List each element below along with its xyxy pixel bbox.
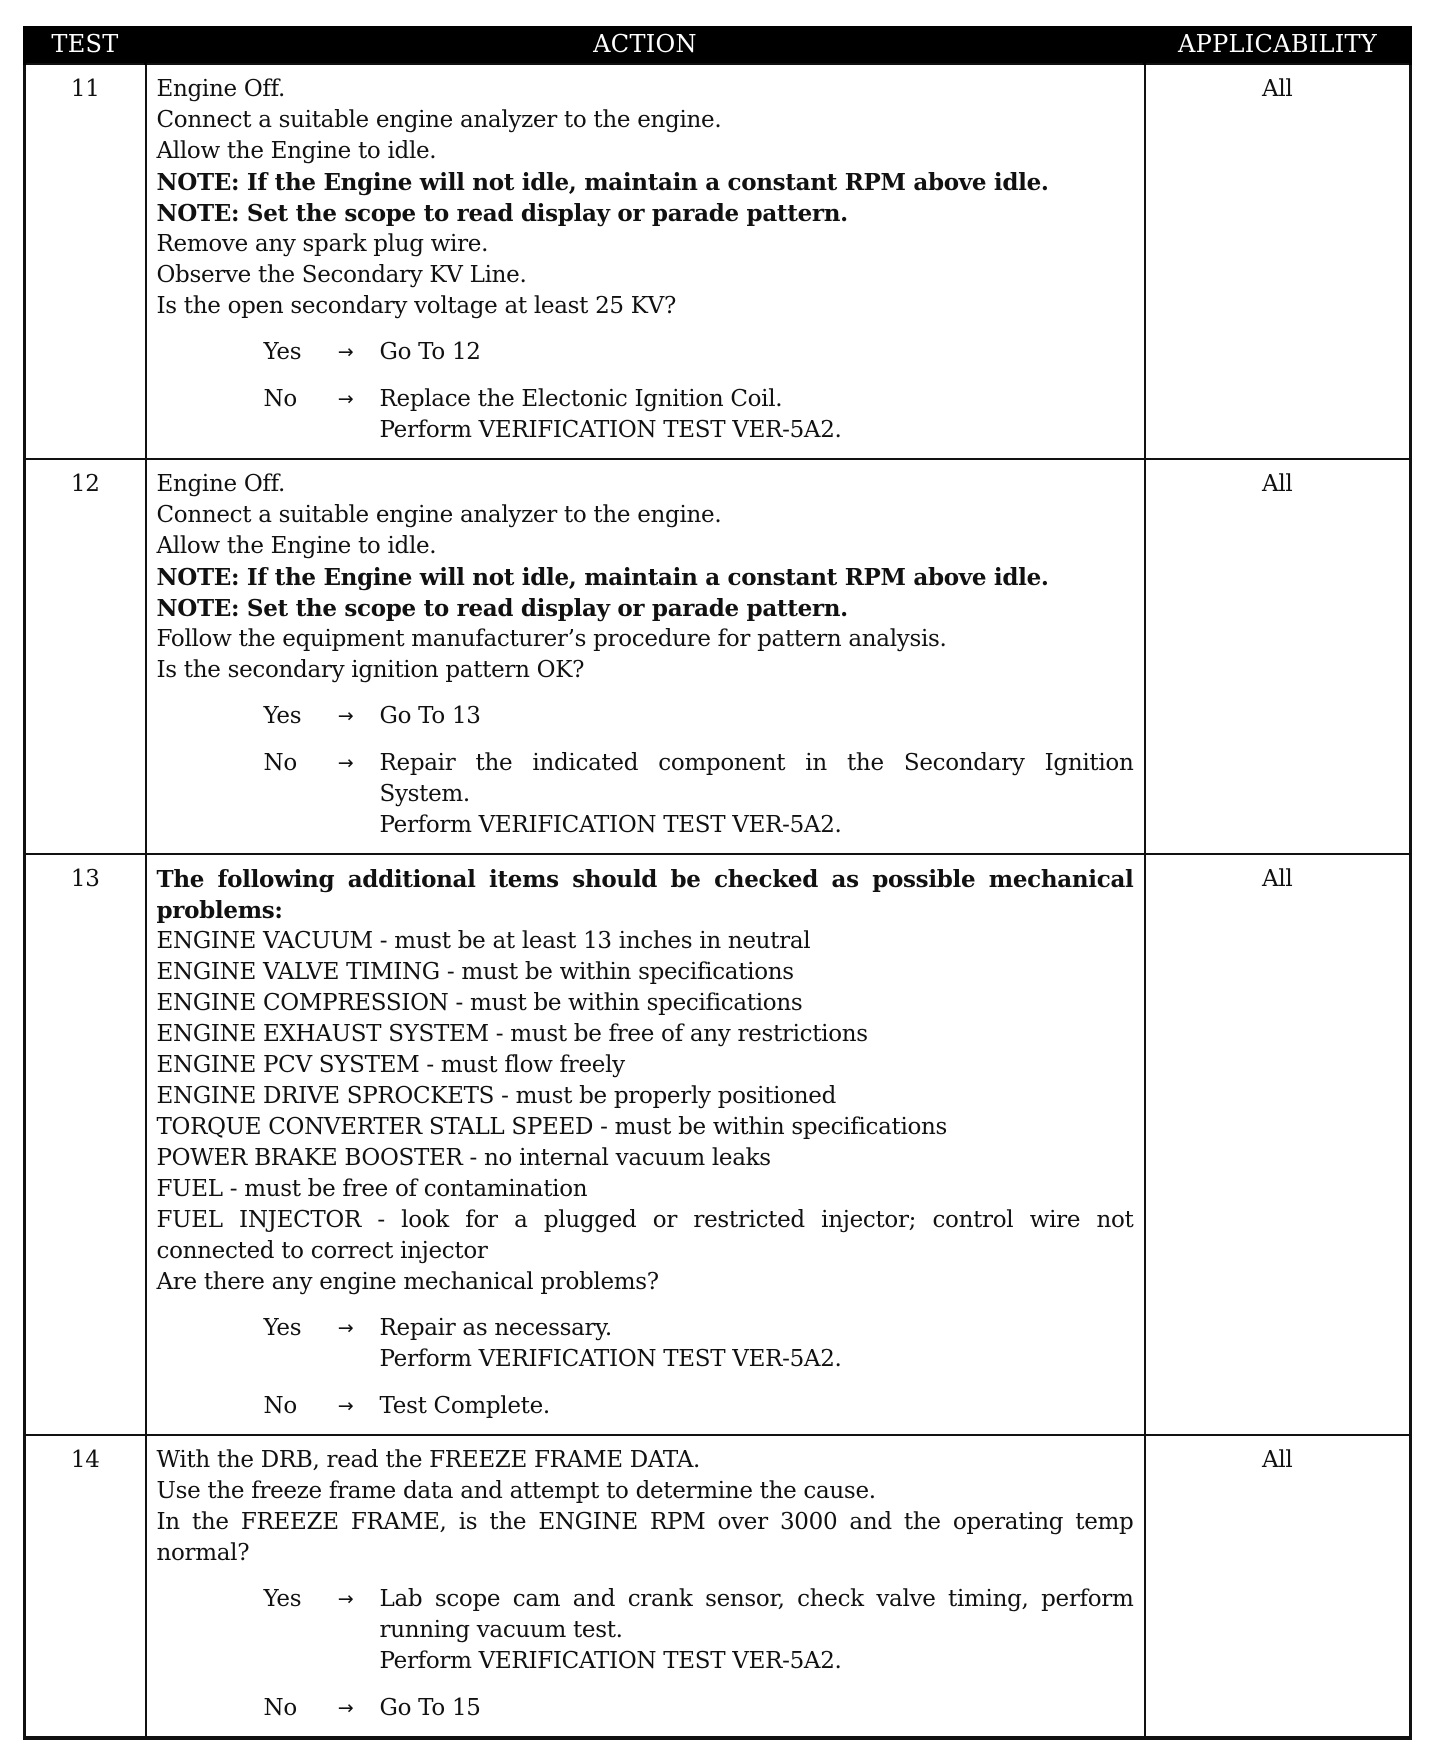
outcome-no [157, 1693, 1134, 1724]
table-row [25, 854, 1411, 1435]
action-line: ENGINE PCV SYSTEM - must flow freely [156, 1052, 625, 1078]
outcome-answer: Yes [263, 339, 302, 365]
action-line: Engine Off. [156, 471, 285, 497]
action-note: The following additional items should be checked as possible mechanical problems: [156, 866, 1134, 924]
header-applicability: APPLICABILITY [1145, 26, 1411, 64]
outcome-result-line: Go To 12 [379, 339, 481, 365]
action-line: Allow the Engine to idle. [156, 533, 437, 559]
right-arrow-icon: → [337, 705, 354, 727]
outcome-list [157, 1584, 1134, 1724]
outcome-result-line: Perform VERIFICATION TEST VER-5A2. [379, 417, 842, 443]
action-line: Connect a suitable engine analyzer to the engine. [156, 502, 722, 528]
outcome-answer: No [263, 386, 297, 412]
right-arrow-icon: → [337, 1697, 354, 1719]
test-number: 13 [25, 854, 146, 1435]
action-line: ENGINE VALVE TIMING - must be within specifications [156, 959, 794, 985]
outcome-result-line: Perform VERIFICATION TEST VER-5A2. [379, 1648, 842, 1674]
action-line: Connect a suitable engine analyzer to the engine. [156, 107, 722, 133]
test-number: 11 [25, 64, 146, 459]
right-arrow-icon: → [337, 1588, 354, 1610]
outcome-result-line: Go To 15 [379, 1695, 481, 1721]
outcome-yes [157, 337, 1134, 368]
action-line: FUEL - must be free of contamination [156, 1176, 588, 1202]
right-arrow-icon: → [337, 752, 354, 774]
outcome-answer: Yes [263, 1315, 302, 1341]
action-note: NOTE: Set the scope to read display or parade pattern. [156, 595, 848, 622]
outcome-answer: No [263, 1695, 297, 1721]
outcome-answer: Yes [263, 703, 302, 729]
outcome-yes [157, 1584, 1134, 1677]
applicability-value: All [1145, 64, 1411, 459]
outcome-result-line: Replace the Electonic Ignition Coil. [379, 386, 783, 412]
outcome-list [157, 337, 1134, 446]
action-line: TORQUE CONVERTER STALL SPEED - must be within specifications [156, 1114, 948, 1140]
outcome-result-line: Perform VERIFICATION TEST VER-5A2. [379, 1346, 842, 1372]
action-line: Use the freeze frame data and attempt to determine the cause. [156, 1478, 876, 1504]
action-line: ENGINE COMPRESSION - must be within specifications [156, 990, 803, 1016]
action-line: Follow the equipment manufacturer’s procedure for pattern analysis. [156, 626, 947, 652]
right-arrow-icon: → [337, 1395, 354, 1417]
test-number: 14 [25, 1435, 146, 1738]
outcome-answer: No [263, 1393, 297, 1419]
header-test: TEST [25, 26, 146, 64]
action-cell [146, 459, 1145, 854]
outcome-answer: No [263, 750, 297, 776]
outcome-result [380, 1313, 1134, 1375]
outcome-result [380, 701, 1134, 732]
action-line: Engine Off. [156, 76, 285, 102]
right-arrow-icon: → [337, 341, 354, 363]
outcome-result-line: Lab scope cam and crank sensor, check valve timing, perform running vacuum test. [379, 1586, 1134, 1643]
header-action: ACTION [146, 26, 1145, 64]
action-line: Remove any spark plug wire. [156, 231, 489, 257]
table-header-row [25, 26, 1411, 64]
outcome-result-line: Go To 13 [379, 703, 481, 729]
outcome-result-line: Test Complete. [379, 1393, 550, 1419]
action-note: NOTE: Set the scope to read display or parade pattern. [156, 200, 848, 227]
right-arrow-icon: → [337, 388, 354, 410]
action-line: With the DRB, read the FREEZE FRAME DATA. [156, 1447, 701, 1473]
action-line: ENGINE EXHAUST SYSTEM - must be free of any restrictions [156, 1021, 868, 1047]
outcome-list [157, 701, 1134, 841]
action-line: Observe the Secondary KV Line. [156, 262, 527, 288]
outcome-result [380, 1584, 1134, 1677]
outcome-no [157, 748, 1134, 841]
right-arrow-icon: → [337, 1317, 354, 1339]
outcome-result [380, 337, 1134, 368]
table-body [25, 64, 1411, 1738]
outcome-result [380, 384, 1134, 446]
outcome-answer: Yes [263, 1586, 302, 1612]
diagnostic-test-table [23, 26, 1412, 1740]
action-line: Allow the Engine to idle. [156, 138, 437, 164]
action-cell [146, 64, 1145, 459]
outcome-result [380, 1693, 1134, 1724]
outcome-no [157, 384, 1134, 446]
outcome-list [157, 1313, 1134, 1422]
action-cell [146, 1435, 1145, 1738]
action-note: NOTE: If the Engine will not idle, maintain a constant RPM above idle. [156, 564, 1049, 591]
outcome-result-line: Repair the indicated component in the Secondary Ignition System. [379, 750, 1134, 807]
outcome-result [380, 748, 1134, 841]
test-number: 12 [25, 459, 146, 854]
outcome-no [157, 1391, 1134, 1422]
applicability-value: All [1145, 854, 1411, 1435]
table-row [25, 64, 1411, 459]
action-line: POWER BRAKE BOOSTER - no internal vacuum leaks [156, 1145, 771, 1171]
action-line: FUEL INJECTOR - look for a plugged or restricted injector; control wire not connected to correct injector [156, 1207, 1134, 1264]
applicability-value: All [1145, 459, 1411, 854]
applicability-value: All [1145, 1435, 1411, 1738]
outcome-yes [157, 701, 1134, 732]
table-row [25, 459, 1411, 854]
action-line: ENGINE VACUUM - must be at least 13 inches in neutral [156, 928, 811, 954]
action-line: Is the open secondary voltage at least 25 KV? [156, 293, 676, 319]
outcome-result-line: Perform VERIFICATION TEST VER-5A2. [379, 812, 842, 838]
action-line: Are there any engine mechanical problems? [156, 1269, 659, 1295]
action-cell [146, 854, 1145, 1435]
action-line: ENGINE DRIVE SPROCKETS - must be properly positioned [156, 1083, 837, 1109]
outcome-result-line: Repair as necessary. [379, 1315, 612, 1341]
action-note: NOTE: If the Engine will not idle, maintain a constant RPM above idle. [156, 169, 1049, 196]
action-line: Is the secondary ignition pattern OK? [156, 657, 585, 683]
outcome-result [380, 1391, 1134, 1422]
outcome-yes [157, 1313, 1134, 1375]
table-row [25, 1435, 1411, 1738]
action-line: In the FREEZE FRAME, is the ENGINE RPM over 3000 and the operating temp normal? [156, 1509, 1134, 1566]
